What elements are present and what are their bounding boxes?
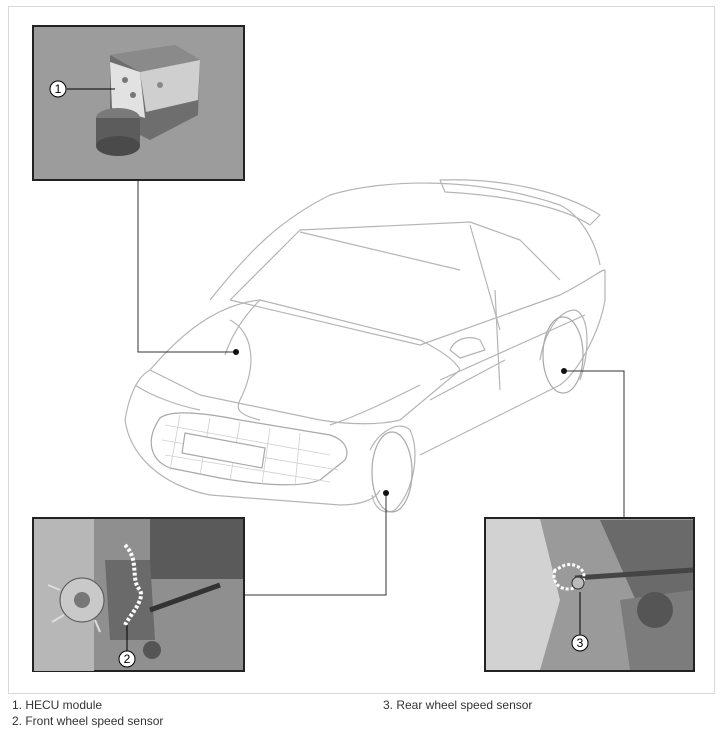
callout-number-1: 1 bbox=[54, 82, 62, 96]
legend-item-1: 1. HECU module bbox=[12, 698, 103, 712]
callout-dot-3 bbox=[561, 368, 567, 374]
inset-rear-sensor-photo bbox=[485, 518, 694, 671]
callout-dot-1 bbox=[233, 349, 239, 355]
legend-item-2: 2. Front wheel speed sensor bbox=[12, 714, 164, 728]
car-outline bbox=[125, 180, 605, 512]
leader-line-1 bbox=[138, 180, 236, 352]
callout-dot-2 bbox=[383, 490, 389, 496]
legend-item-3: 3. Rear wheel speed sensor bbox=[383, 698, 533, 712]
inset-front-sensor-photo bbox=[33, 518, 244, 671]
callout-number-2: 2 bbox=[123, 652, 131, 666]
inset-hecu-photo bbox=[33, 26, 244, 180]
leader-line-3 bbox=[564, 371, 624, 518]
leader-line-2 bbox=[244, 493, 386, 595]
callout-number-3: 3 bbox=[576, 636, 584, 650]
